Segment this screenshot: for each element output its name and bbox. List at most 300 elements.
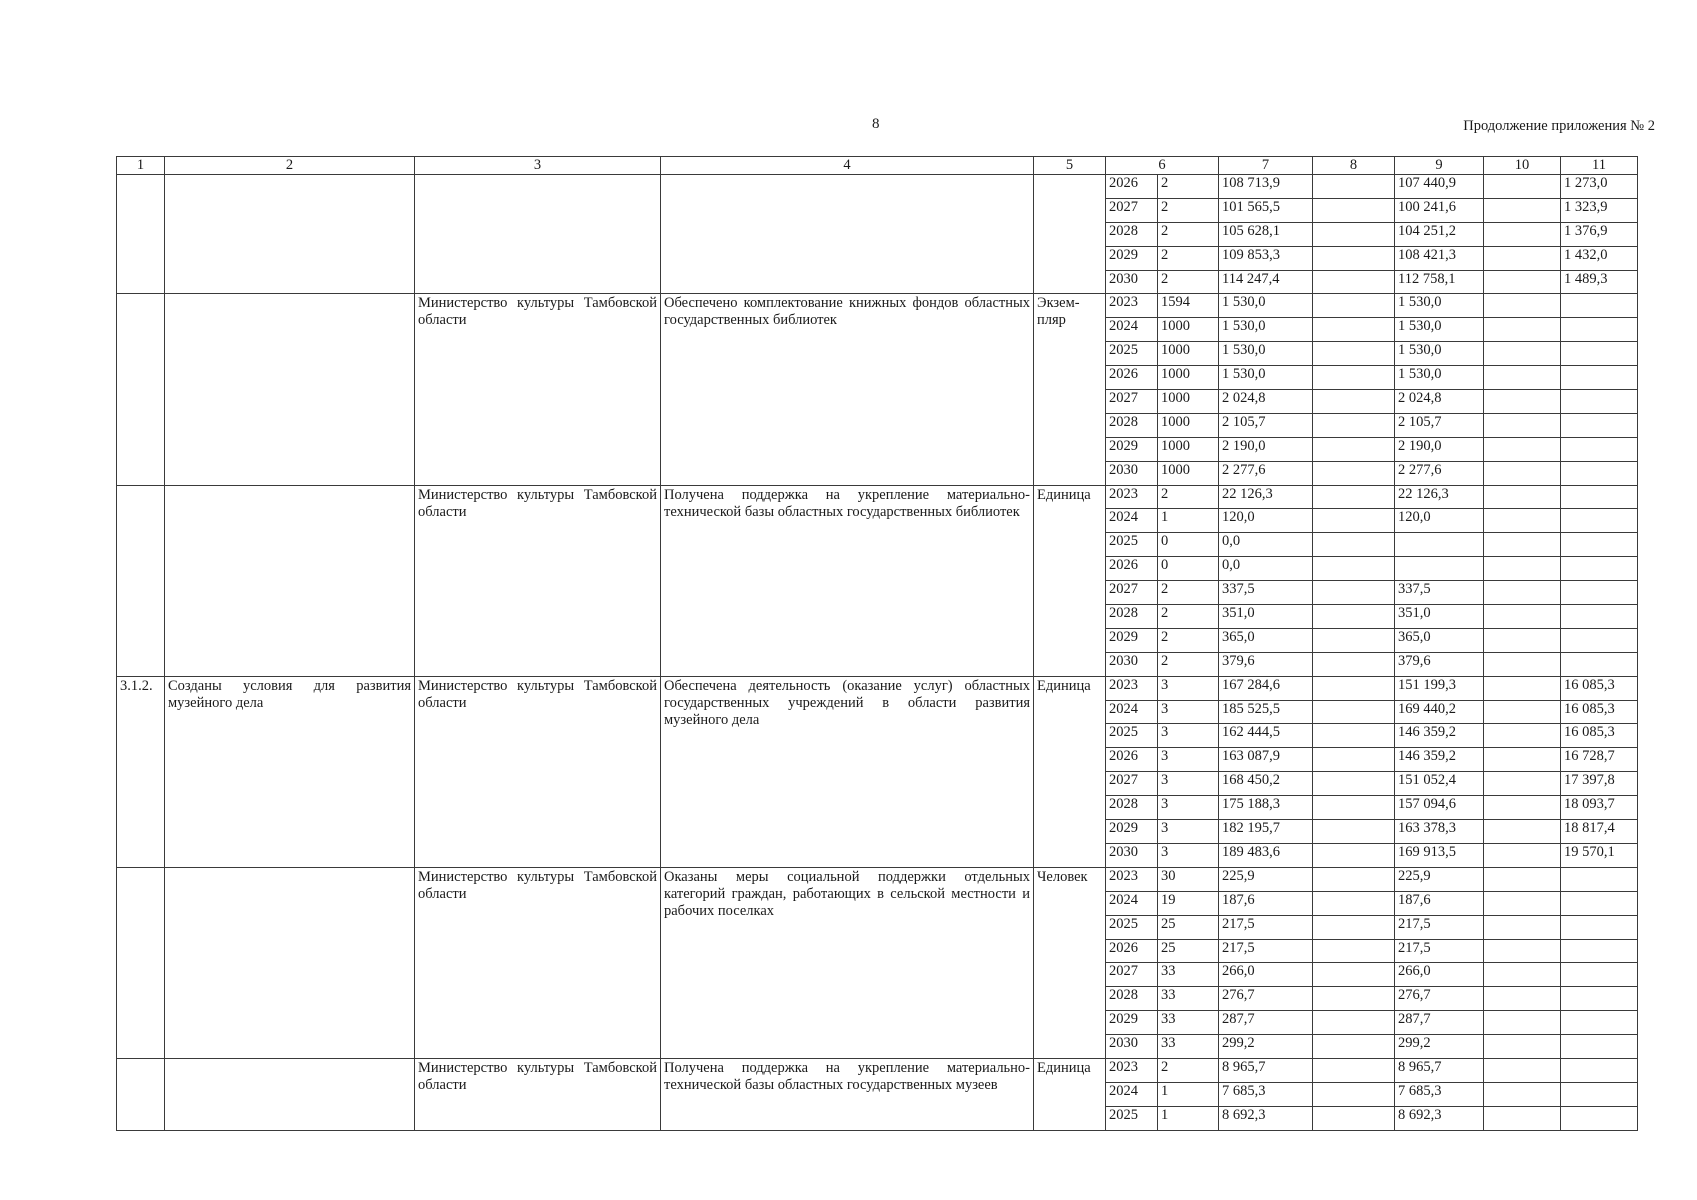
year-cell: 2026 xyxy=(1106,366,1158,390)
item-number-cell: 3.1.2. xyxy=(117,676,165,867)
col10-cell xyxy=(1484,843,1561,867)
responsible-cell: Министерство культуры Тамбовской области xyxy=(415,1058,661,1130)
unit-cell: Человек xyxy=(1034,867,1106,1058)
table-row xyxy=(117,1058,1638,1082)
col11-cell xyxy=(1561,939,1638,963)
header-cell: 3 xyxy=(415,157,661,175)
unit-cell xyxy=(1034,175,1106,294)
col10-cell xyxy=(1484,700,1561,724)
col8-cell xyxy=(1313,1082,1395,1106)
col11-cell xyxy=(1561,557,1638,581)
col8-cell xyxy=(1313,700,1395,724)
header-cell: 5 xyxy=(1034,157,1106,175)
col11-cell xyxy=(1561,628,1638,652)
col8-cell xyxy=(1313,963,1395,987)
col11-cell xyxy=(1561,342,1638,366)
col10-cell xyxy=(1484,342,1561,366)
col8-cell xyxy=(1313,867,1395,891)
continuation-label: Продолжение приложения № 2 xyxy=(1463,118,1655,134)
count-cell: 2 xyxy=(1158,628,1219,652)
col8-cell xyxy=(1313,605,1395,629)
total-cell: 0,0 xyxy=(1219,533,1313,557)
year-cell: 2025 xyxy=(1106,533,1158,557)
responsible-cell xyxy=(415,175,661,294)
col11-cell xyxy=(1561,366,1638,390)
col9-cell: 112 758,1 xyxy=(1395,270,1484,294)
year-cell: 2023 xyxy=(1106,867,1158,891)
year-cell: 2028 xyxy=(1106,222,1158,246)
col10-cell xyxy=(1484,581,1561,605)
col9-cell: 217,5 xyxy=(1395,939,1484,963)
col10-cell xyxy=(1484,915,1561,939)
year-cell: 2027 xyxy=(1106,581,1158,605)
program-table xyxy=(116,156,1638,1131)
col11-cell xyxy=(1561,485,1638,509)
total-cell: 114 247,4 xyxy=(1219,270,1313,294)
col8-cell xyxy=(1313,437,1395,461)
item-number-cell xyxy=(117,175,165,294)
year-cell: 2023 xyxy=(1106,294,1158,318)
year-cell: 2030 xyxy=(1106,843,1158,867)
col9-cell: 2 190,0 xyxy=(1395,437,1484,461)
col11-cell xyxy=(1561,1106,1638,1130)
count-cell: 3 xyxy=(1158,676,1219,700)
col9-cell: 225,9 xyxy=(1395,867,1484,891)
col9-cell: 107 440,9 xyxy=(1395,175,1484,199)
col8-cell xyxy=(1313,987,1395,1011)
count-cell: 1000 xyxy=(1158,342,1219,366)
col8-cell xyxy=(1313,342,1395,366)
event-description-cell: Получена поддержка на укрепление материально-технической базы областных государственных музеев xyxy=(661,1058,1034,1130)
total-cell: 182 195,7 xyxy=(1219,820,1313,844)
col8-cell xyxy=(1313,915,1395,939)
col8-cell xyxy=(1313,175,1395,199)
col9-cell: 276,7 xyxy=(1395,987,1484,1011)
col10-cell xyxy=(1484,652,1561,676)
col11-cell: 18 093,7 xyxy=(1561,796,1638,820)
responsible-cell: Министерство культуры Тамбовской области xyxy=(415,485,661,676)
year-cell: 2025 xyxy=(1106,915,1158,939)
count-cell: 19 xyxy=(1158,891,1219,915)
col8-cell xyxy=(1313,820,1395,844)
col11-cell xyxy=(1561,1035,1638,1059)
count-cell: 1 xyxy=(1158,509,1219,533)
count-cell: 2 xyxy=(1158,222,1219,246)
col11-cell xyxy=(1561,509,1638,533)
col9-cell: 217,5 xyxy=(1395,915,1484,939)
col8-cell xyxy=(1313,294,1395,318)
col8-cell xyxy=(1313,628,1395,652)
col11-cell xyxy=(1561,987,1638,1011)
year-cell: 2028 xyxy=(1106,413,1158,437)
col9-cell: 146 359,2 xyxy=(1395,748,1484,772)
count-cell: 1594 xyxy=(1158,294,1219,318)
count-cell: 3 xyxy=(1158,796,1219,820)
col11-cell: 1 323,9 xyxy=(1561,198,1638,222)
col8-cell xyxy=(1313,390,1395,414)
count-cell: 2 xyxy=(1158,605,1219,629)
col8-cell xyxy=(1313,939,1395,963)
year-cell: 2023 xyxy=(1106,485,1158,509)
count-cell: 3 xyxy=(1158,724,1219,748)
col9-cell: 266,0 xyxy=(1395,963,1484,987)
count-cell: 25 xyxy=(1158,939,1219,963)
col9-cell: 187,6 xyxy=(1395,891,1484,915)
year-cell: 2027 xyxy=(1106,963,1158,987)
col10-cell xyxy=(1484,294,1561,318)
col11-cell xyxy=(1561,891,1638,915)
total-cell: 217,5 xyxy=(1219,915,1313,939)
year-cell: 2027 xyxy=(1106,198,1158,222)
year-cell: 2026 xyxy=(1106,175,1158,199)
year-cell: 2026 xyxy=(1106,939,1158,963)
year-cell: 2024 xyxy=(1106,509,1158,533)
total-cell: 189 483,6 xyxy=(1219,843,1313,867)
col9-cell xyxy=(1395,533,1484,557)
col10-cell xyxy=(1484,891,1561,915)
col8-cell xyxy=(1313,748,1395,772)
col9-cell: 2 277,6 xyxy=(1395,461,1484,485)
col10-cell xyxy=(1484,867,1561,891)
col8-cell xyxy=(1313,1058,1395,1082)
total-cell: 276,7 xyxy=(1219,987,1313,1011)
count-cell: 33 xyxy=(1158,1011,1219,1035)
col10-cell xyxy=(1484,318,1561,342)
col9-cell: 7 685,3 xyxy=(1395,1082,1484,1106)
count-cell: 1000 xyxy=(1158,366,1219,390)
col10-cell xyxy=(1484,1058,1561,1082)
col11-cell xyxy=(1561,294,1638,318)
col9-cell: 163 378,3 xyxy=(1395,820,1484,844)
year-cell: 2029 xyxy=(1106,437,1158,461)
total-cell: 2 024,8 xyxy=(1219,390,1313,414)
count-cell: 1000 xyxy=(1158,318,1219,342)
column-number-row xyxy=(117,157,1638,175)
col10-cell xyxy=(1484,390,1561,414)
year-cell: 2024 xyxy=(1106,318,1158,342)
col8-cell xyxy=(1313,246,1395,270)
col10-cell xyxy=(1484,413,1561,437)
col11-cell xyxy=(1561,963,1638,987)
year-cell: 2029 xyxy=(1106,820,1158,844)
col11-cell: 1 489,3 xyxy=(1561,270,1638,294)
header-cell: 9 xyxy=(1395,157,1484,175)
col9-cell: 8 965,7 xyxy=(1395,1058,1484,1082)
col8-cell xyxy=(1313,772,1395,796)
year-cell: 2030 xyxy=(1106,270,1158,294)
unit-cell: Экзем-пляр xyxy=(1034,294,1106,485)
header-cell: 10 xyxy=(1484,157,1561,175)
col10-cell xyxy=(1484,533,1561,557)
col8-cell xyxy=(1313,891,1395,915)
col10-cell xyxy=(1484,437,1561,461)
col10-cell xyxy=(1484,198,1561,222)
result-name-cell xyxy=(165,1058,415,1130)
col10-cell xyxy=(1484,796,1561,820)
col11-cell xyxy=(1561,413,1638,437)
year-cell: 2029 xyxy=(1106,628,1158,652)
result-name-cell xyxy=(165,294,415,485)
total-cell: 109 853,3 xyxy=(1219,246,1313,270)
col10-cell xyxy=(1484,1011,1561,1035)
col10-cell xyxy=(1484,772,1561,796)
count-cell: 1000 xyxy=(1158,461,1219,485)
col11-cell xyxy=(1561,318,1638,342)
col10-cell xyxy=(1484,1035,1561,1059)
col8-cell xyxy=(1313,1106,1395,1130)
col8-cell xyxy=(1313,557,1395,581)
year-cell: 2030 xyxy=(1106,461,1158,485)
header-cell: 8 xyxy=(1313,157,1395,175)
col11-cell xyxy=(1561,652,1638,676)
year-cell: 2023 xyxy=(1106,1058,1158,1082)
col9-cell: 120,0 xyxy=(1395,509,1484,533)
col10-cell xyxy=(1484,175,1561,199)
total-cell: 0,0 xyxy=(1219,557,1313,581)
col9-cell: 1 530,0 xyxy=(1395,366,1484,390)
col9-cell: 365,0 xyxy=(1395,628,1484,652)
col10-cell xyxy=(1484,987,1561,1011)
col11-cell xyxy=(1561,605,1638,629)
year-cell: 2029 xyxy=(1106,246,1158,270)
total-cell: 1 530,0 xyxy=(1219,342,1313,366)
count-cell: 0 xyxy=(1158,557,1219,581)
total-cell: 7 685,3 xyxy=(1219,1082,1313,1106)
count-cell: 2 xyxy=(1158,198,1219,222)
header-cell: 11 xyxy=(1561,157,1638,175)
total-cell: 175 188,3 xyxy=(1219,796,1313,820)
col10-cell xyxy=(1484,461,1561,485)
year-cell: 2028 xyxy=(1106,987,1158,1011)
total-cell: 185 525,5 xyxy=(1219,700,1313,724)
total-cell: 163 087,9 xyxy=(1219,748,1313,772)
item-number-cell xyxy=(117,867,165,1058)
year-cell: 2025 xyxy=(1106,724,1158,748)
count-cell: 3 xyxy=(1158,748,1219,772)
total-cell: 167 284,6 xyxy=(1219,676,1313,700)
col11-cell: 1 273,0 xyxy=(1561,175,1638,199)
total-cell: 379,6 xyxy=(1219,652,1313,676)
total-cell: 1 530,0 xyxy=(1219,318,1313,342)
year-cell: 2024 xyxy=(1106,700,1158,724)
total-cell: 217,5 xyxy=(1219,939,1313,963)
year-cell: 2026 xyxy=(1106,748,1158,772)
col9-cell: 151 052,4 xyxy=(1395,772,1484,796)
total-cell: 266,0 xyxy=(1219,963,1313,987)
col8-cell xyxy=(1313,1035,1395,1059)
header-cell: 2 xyxy=(165,157,415,175)
col11-cell xyxy=(1561,915,1638,939)
count-cell: 2 xyxy=(1158,270,1219,294)
col11-cell xyxy=(1561,581,1638,605)
total-cell: 168 450,2 xyxy=(1219,772,1313,796)
year-cell: 2028 xyxy=(1106,796,1158,820)
unit-cell: Единица xyxy=(1034,676,1106,867)
total-cell: 22 126,3 xyxy=(1219,485,1313,509)
header-cell: 7 xyxy=(1219,157,1313,175)
col11-cell: 16 085,3 xyxy=(1561,700,1638,724)
col8-cell xyxy=(1313,581,1395,605)
total-cell: 337,5 xyxy=(1219,581,1313,605)
col10-cell xyxy=(1484,485,1561,509)
col11-cell xyxy=(1561,1011,1638,1035)
item-number-cell xyxy=(117,1058,165,1130)
year-cell: 2027 xyxy=(1106,390,1158,414)
year-cell: 2025 xyxy=(1106,1106,1158,1130)
col8-cell xyxy=(1313,461,1395,485)
col10-cell xyxy=(1484,1082,1561,1106)
col11-cell xyxy=(1561,533,1638,557)
year-cell: 2027 xyxy=(1106,772,1158,796)
col11-cell: 16 085,3 xyxy=(1561,676,1638,700)
col9-cell: 157 094,6 xyxy=(1395,796,1484,820)
col9-cell: 146 359,2 xyxy=(1395,724,1484,748)
year-cell: 2025 xyxy=(1106,342,1158,366)
col10-cell xyxy=(1484,820,1561,844)
responsible-cell: Министерство культуры Тамбовской области xyxy=(415,294,661,485)
event-description-cell: Получена поддержка на укрепление материально-технической базы областных государственных библиотек xyxy=(661,485,1034,676)
col9-cell xyxy=(1395,557,1484,581)
col10-cell xyxy=(1484,939,1561,963)
table-row xyxy=(117,294,1638,318)
col10-cell xyxy=(1484,605,1561,629)
col10-cell xyxy=(1484,628,1561,652)
col8-cell xyxy=(1313,270,1395,294)
col11-cell: 19 570,1 xyxy=(1561,843,1638,867)
col8-cell xyxy=(1313,533,1395,557)
count-cell: 2 xyxy=(1158,1058,1219,1082)
col10-cell xyxy=(1484,724,1561,748)
count-cell: 1000 xyxy=(1158,413,1219,437)
col8-cell xyxy=(1313,796,1395,820)
col9-cell: 299,2 xyxy=(1395,1035,1484,1059)
total-cell: 101 565,5 xyxy=(1219,198,1313,222)
col9-cell: 2 105,7 xyxy=(1395,413,1484,437)
col10-cell xyxy=(1484,366,1561,390)
year-cell: 2024 xyxy=(1106,1082,1158,1106)
col8-cell xyxy=(1313,676,1395,700)
event-description-cell: Оказаны меры социальной поддержки отдельных категорий граждан, работающих в сельской местности и рабочих поселках xyxy=(661,867,1034,1058)
col8-cell xyxy=(1313,318,1395,342)
header-cell: 1 xyxy=(117,157,165,175)
col8-cell xyxy=(1313,843,1395,867)
col9-cell: 104 251,2 xyxy=(1395,222,1484,246)
table-row xyxy=(117,485,1638,509)
col9-cell: 8 692,3 xyxy=(1395,1106,1484,1130)
result-name-cell xyxy=(165,175,415,294)
count-cell: 2 xyxy=(1158,485,1219,509)
total-cell: 8 692,3 xyxy=(1219,1106,1313,1130)
total-cell: 162 444,5 xyxy=(1219,724,1313,748)
responsible-cell: Министерство культуры Тамбовской области xyxy=(415,867,661,1058)
col10-cell xyxy=(1484,963,1561,987)
event-description-cell: Обеспечена деятельность (оказание услуг) областных государственных учреждений в области развития музейного дела xyxy=(661,676,1034,867)
count-cell: 0 xyxy=(1158,533,1219,557)
col11-cell: 16 728,7 xyxy=(1561,748,1638,772)
count-cell: 3 xyxy=(1158,700,1219,724)
total-cell: 287,7 xyxy=(1219,1011,1313,1035)
year-cell: 2023 xyxy=(1106,676,1158,700)
item-number-cell xyxy=(117,294,165,485)
year-cell: 2026 xyxy=(1106,557,1158,581)
year-cell: 2029 xyxy=(1106,1011,1158,1035)
count-cell: 1000 xyxy=(1158,390,1219,414)
col11-cell: 16 085,3 xyxy=(1561,724,1638,748)
count-cell: 2 xyxy=(1158,652,1219,676)
col9-cell: 2 024,8 xyxy=(1395,390,1484,414)
col9-cell: 287,7 xyxy=(1395,1011,1484,1035)
total-cell: 299,2 xyxy=(1219,1035,1313,1059)
item-number-cell xyxy=(117,485,165,676)
col10-cell xyxy=(1484,246,1561,270)
col9-cell: 108 421,3 xyxy=(1395,246,1484,270)
col9-cell: 337,5 xyxy=(1395,581,1484,605)
col11-cell: 18 817,4 xyxy=(1561,820,1638,844)
table-row xyxy=(117,175,1638,199)
total-cell: 1 530,0 xyxy=(1219,294,1313,318)
table-row xyxy=(117,867,1638,891)
count-cell: 2 xyxy=(1158,246,1219,270)
count-cell: 1000 xyxy=(1158,437,1219,461)
count-cell: 33 xyxy=(1158,963,1219,987)
total-cell: 1 530,0 xyxy=(1219,366,1313,390)
unit-cell: Единица xyxy=(1034,485,1106,676)
count-cell: 30 xyxy=(1158,867,1219,891)
col9-cell: 151 199,3 xyxy=(1395,676,1484,700)
col9-cell: 169 913,5 xyxy=(1395,843,1484,867)
col9-cell: 379,6 xyxy=(1395,652,1484,676)
count-cell: 3 xyxy=(1158,820,1219,844)
col8-cell xyxy=(1313,652,1395,676)
col10-cell xyxy=(1484,748,1561,772)
col8-cell xyxy=(1313,485,1395,509)
total-cell: 351,0 xyxy=(1219,605,1313,629)
col10-cell xyxy=(1484,509,1561,533)
total-cell: 8 965,7 xyxy=(1219,1058,1313,1082)
total-cell: 120,0 xyxy=(1219,509,1313,533)
total-cell: 225,9 xyxy=(1219,867,1313,891)
total-cell: 2 277,6 xyxy=(1219,461,1313,485)
col8-cell xyxy=(1313,724,1395,748)
col11-cell: 1 432,0 xyxy=(1561,246,1638,270)
total-cell: 365,0 xyxy=(1219,628,1313,652)
count-cell: 33 xyxy=(1158,987,1219,1011)
total-cell: 2 190,0 xyxy=(1219,437,1313,461)
responsible-cell: Министерство культуры Тамбовской области xyxy=(415,676,661,867)
col11-cell xyxy=(1561,437,1638,461)
col11-cell: 17 397,8 xyxy=(1561,772,1638,796)
unit-cell: Единица xyxy=(1034,1058,1106,1130)
col10-cell xyxy=(1484,676,1561,700)
col8-cell xyxy=(1313,413,1395,437)
total-cell: 108 713,9 xyxy=(1219,175,1313,199)
count-cell: 2 xyxy=(1158,581,1219,605)
total-cell: 2 105,7 xyxy=(1219,413,1313,437)
col11-cell xyxy=(1561,1058,1638,1082)
col8-cell xyxy=(1313,1011,1395,1035)
col11-cell: 1 376,9 xyxy=(1561,222,1638,246)
count-cell: 33 xyxy=(1158,1035,1219,1059)
header-cell: 6 xyxy=(1106,157,1219,175)
table-row xyxy=(117,676,1638,700)
page-number: 8 xyxy=(872,116,880,132)
col10-cell xyxy=(1484,1106,1561,1130)
col10-cell xyxy=(1484,557,1561,581)
col9-cell: 351,0 xyxy=(1395,605,1484,629)
total-cell: 105 628,1 xyxy=(1219,222,1313,246)
col11-cell xyxy=(1561,461,1638,485)
col8-cell xyxy=(1313,198,1395,222)
